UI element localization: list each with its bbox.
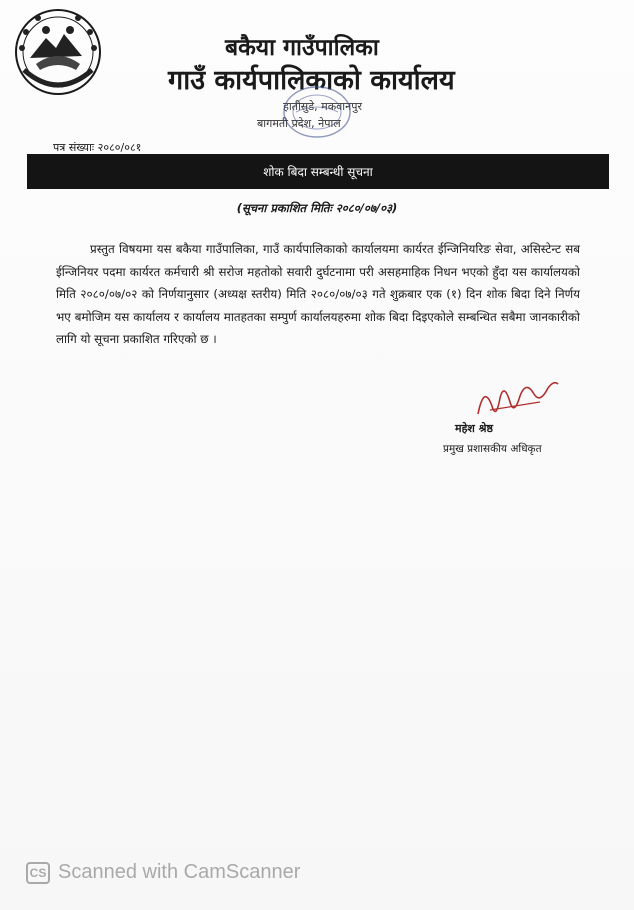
signature-icon [470, 376, 560, 426]
signatory-name: महेश श्रेष्ठ [455, 422, 493, 435]
org-name: बकैया गाउँपालिका [225, 35, 379, 61]
office-stamp-icon [282, 84, 352, 140]
office-name: गाउँ कार्यपालिकाको कार्यालय [168, 65, 455, 96]
notice-body: प्रस्तुत विषयमा यस बकैया गाउँपालिका, गाउँ कार्यपालिकाको कार्यालयमा कार्यरत ईन्जिनियरिङ सेवा, असिस्टेन्ट सब ईन्जिनियर पदमा कार्यरत कर्मचारी श्री सरोज महतोको सवारी दुर्घटनामा परी असहमाहिक निधन भएको हुँदा यस कार्यालयको मिति २०८०/०७/०२ को निर्णयानुसार (अध्यक्ष स्तरीय) मिति २०८०/०७/०३ गते शुक्रबार एक (१) दिन शोक बिदा दिने निर्णय भए बमोजिम यस कार्यालय र कार्यालय मातहतका सम्पुर्ण कार्यालयहरुमा शोक बिदा दिइएकोले सम्बन्धित सबैमा जानकारीको लागि यो सूचना प्रकाशित गरिएको छ । [56, 242, 580, 346]
watermark-text: Scanned with CamScanner [58, 861, 301, 883]
address-line-1: हातीसुडे, मकवानपुर [283, 100, 362, 113]
reference-number: पत्र संख्याः २०८०/०८१ [53, 141, 142, 154]
notice-title-bar [27, 154, 609, 189]
signatory-title: प्रमुख प्रशासकीय अधिकृत [443, 443, 542, 455]
nepal-emblem-icon [12, 8, 104, 96]
camscanner-watermark [26, 861, 300, 884]
camscanner-logo-icon: CS [26, 862, 50, 884]
address-line-2: बागमती प्रदेश, नेपाल [257, 117, 341, 130]
notice-title: शोक बिदा सम्बन्धी सूचना [263, 165, 373, 179]
published-date: (सूचना प्रकाशित मितिः २०८०/०७/०३) [236, 201, 398, 215]
